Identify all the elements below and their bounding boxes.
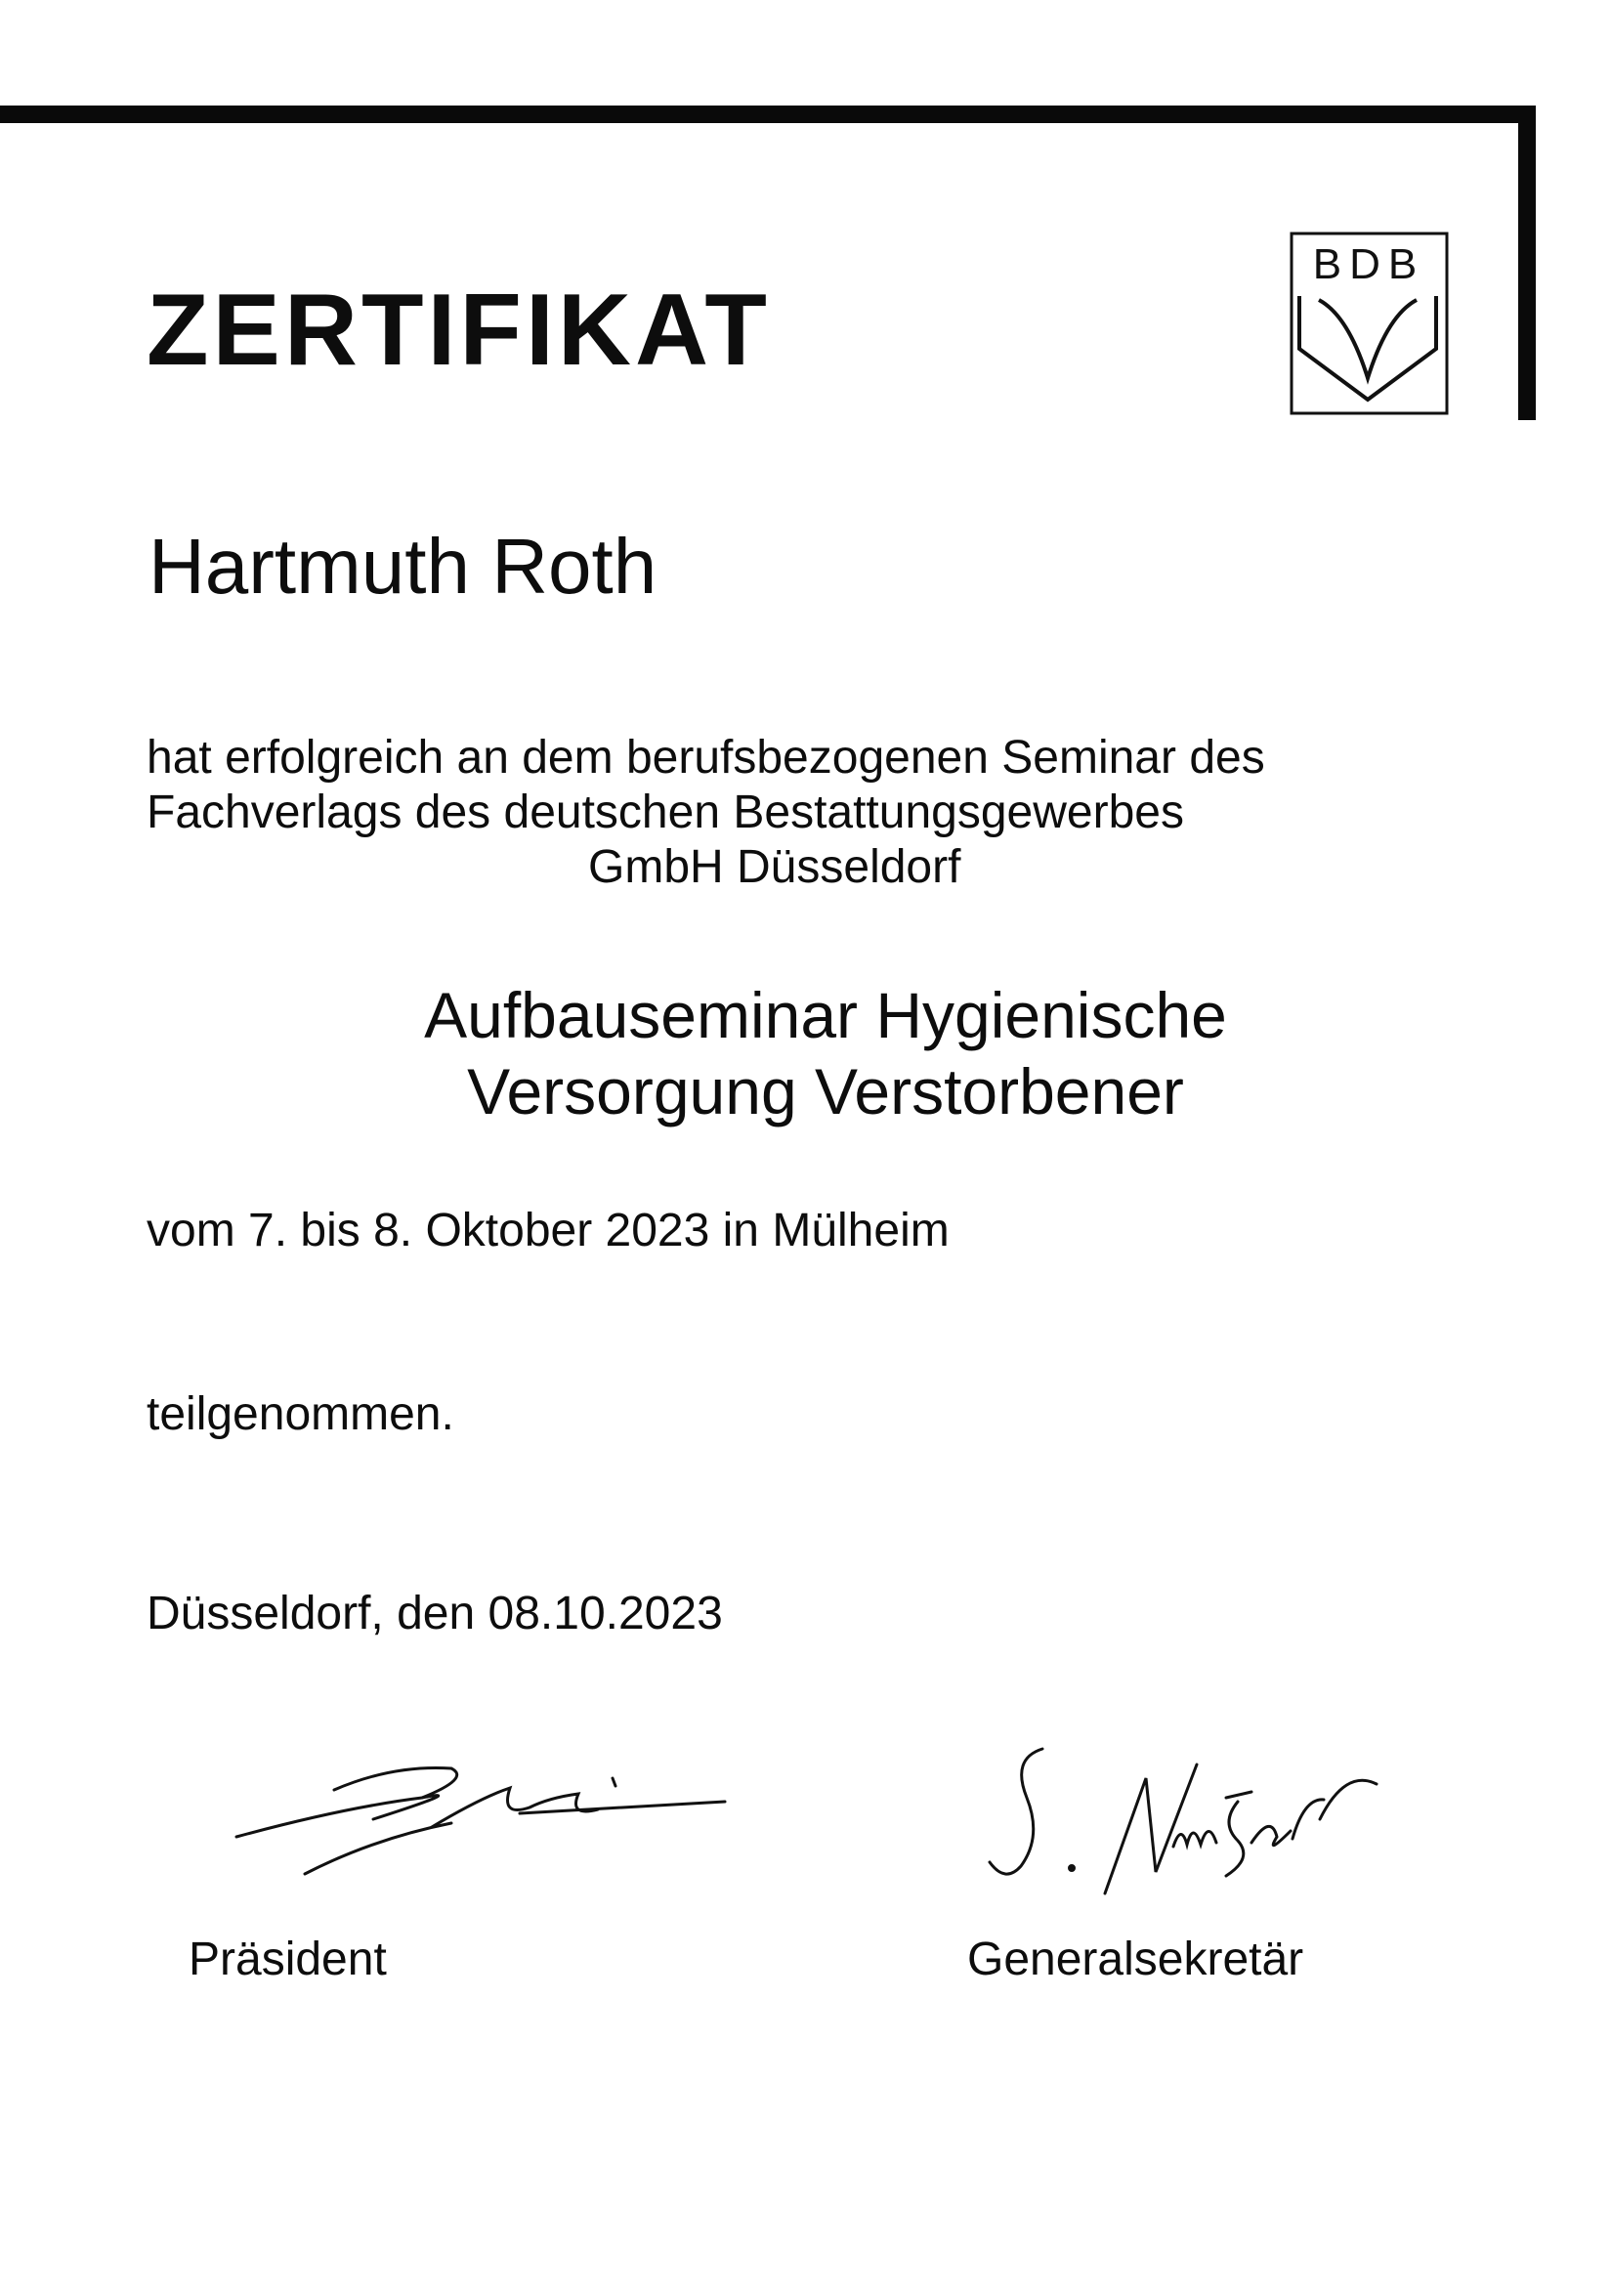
president-signature <box>227 1729 735 1876</box>
place-and-date: Düsseldorf, den 08.10.2023 <box>147 1588 723 1639</box>
bdb-logo <box>1290 232 1449 415</box>
intro-line-2: Fachverlags des deutschen Bestattungsgewerbes <box>147 787 1184 838</box>
secretary-signature <box>982 1729 1412 1905</box>
president-role-label: Präsident <box>189 1934 387 1985</box>
seminar-dates: vom 7. bis 8. Oktober 2023 in Mülheim <box>147 1205 950 1256</box>
seminar-title <box>147 977 1505 1129</box>
participation-statement: teilgenommen. <box>147 1388 454 1440</box>
secretary-role-label: Generalsekretär <box>967 1934 1304 1985</box>
intro-line-3: GmbH Düsseldorf <box>588 841 961 893</box>
top-border-rule <box>0 106 1536 123</box>
svg-text:BDB: BDB <box>1312 240 1425 288</box>
seminar-title-line-2: Versorgung Verstorbener <box>467 1055 1184 1127</box>
recipient-name: Hartmuth Roth <box>148 523 657 610</box>
intro-line-1: hat erfolgreich an dem berufsbezogenen Seminar des <box>147 732 1265 784</box>
intro-paragraph <box>147 731 1456 895</box>
right-border-rule <box>1518 106 1536 420</box>
seminar-title-line-1: Aufbauseminar Hygienische <box>424 979 1227 1051</box>
certificate-title: ZERTIFIKAT <box>147 274 771 387</box>
